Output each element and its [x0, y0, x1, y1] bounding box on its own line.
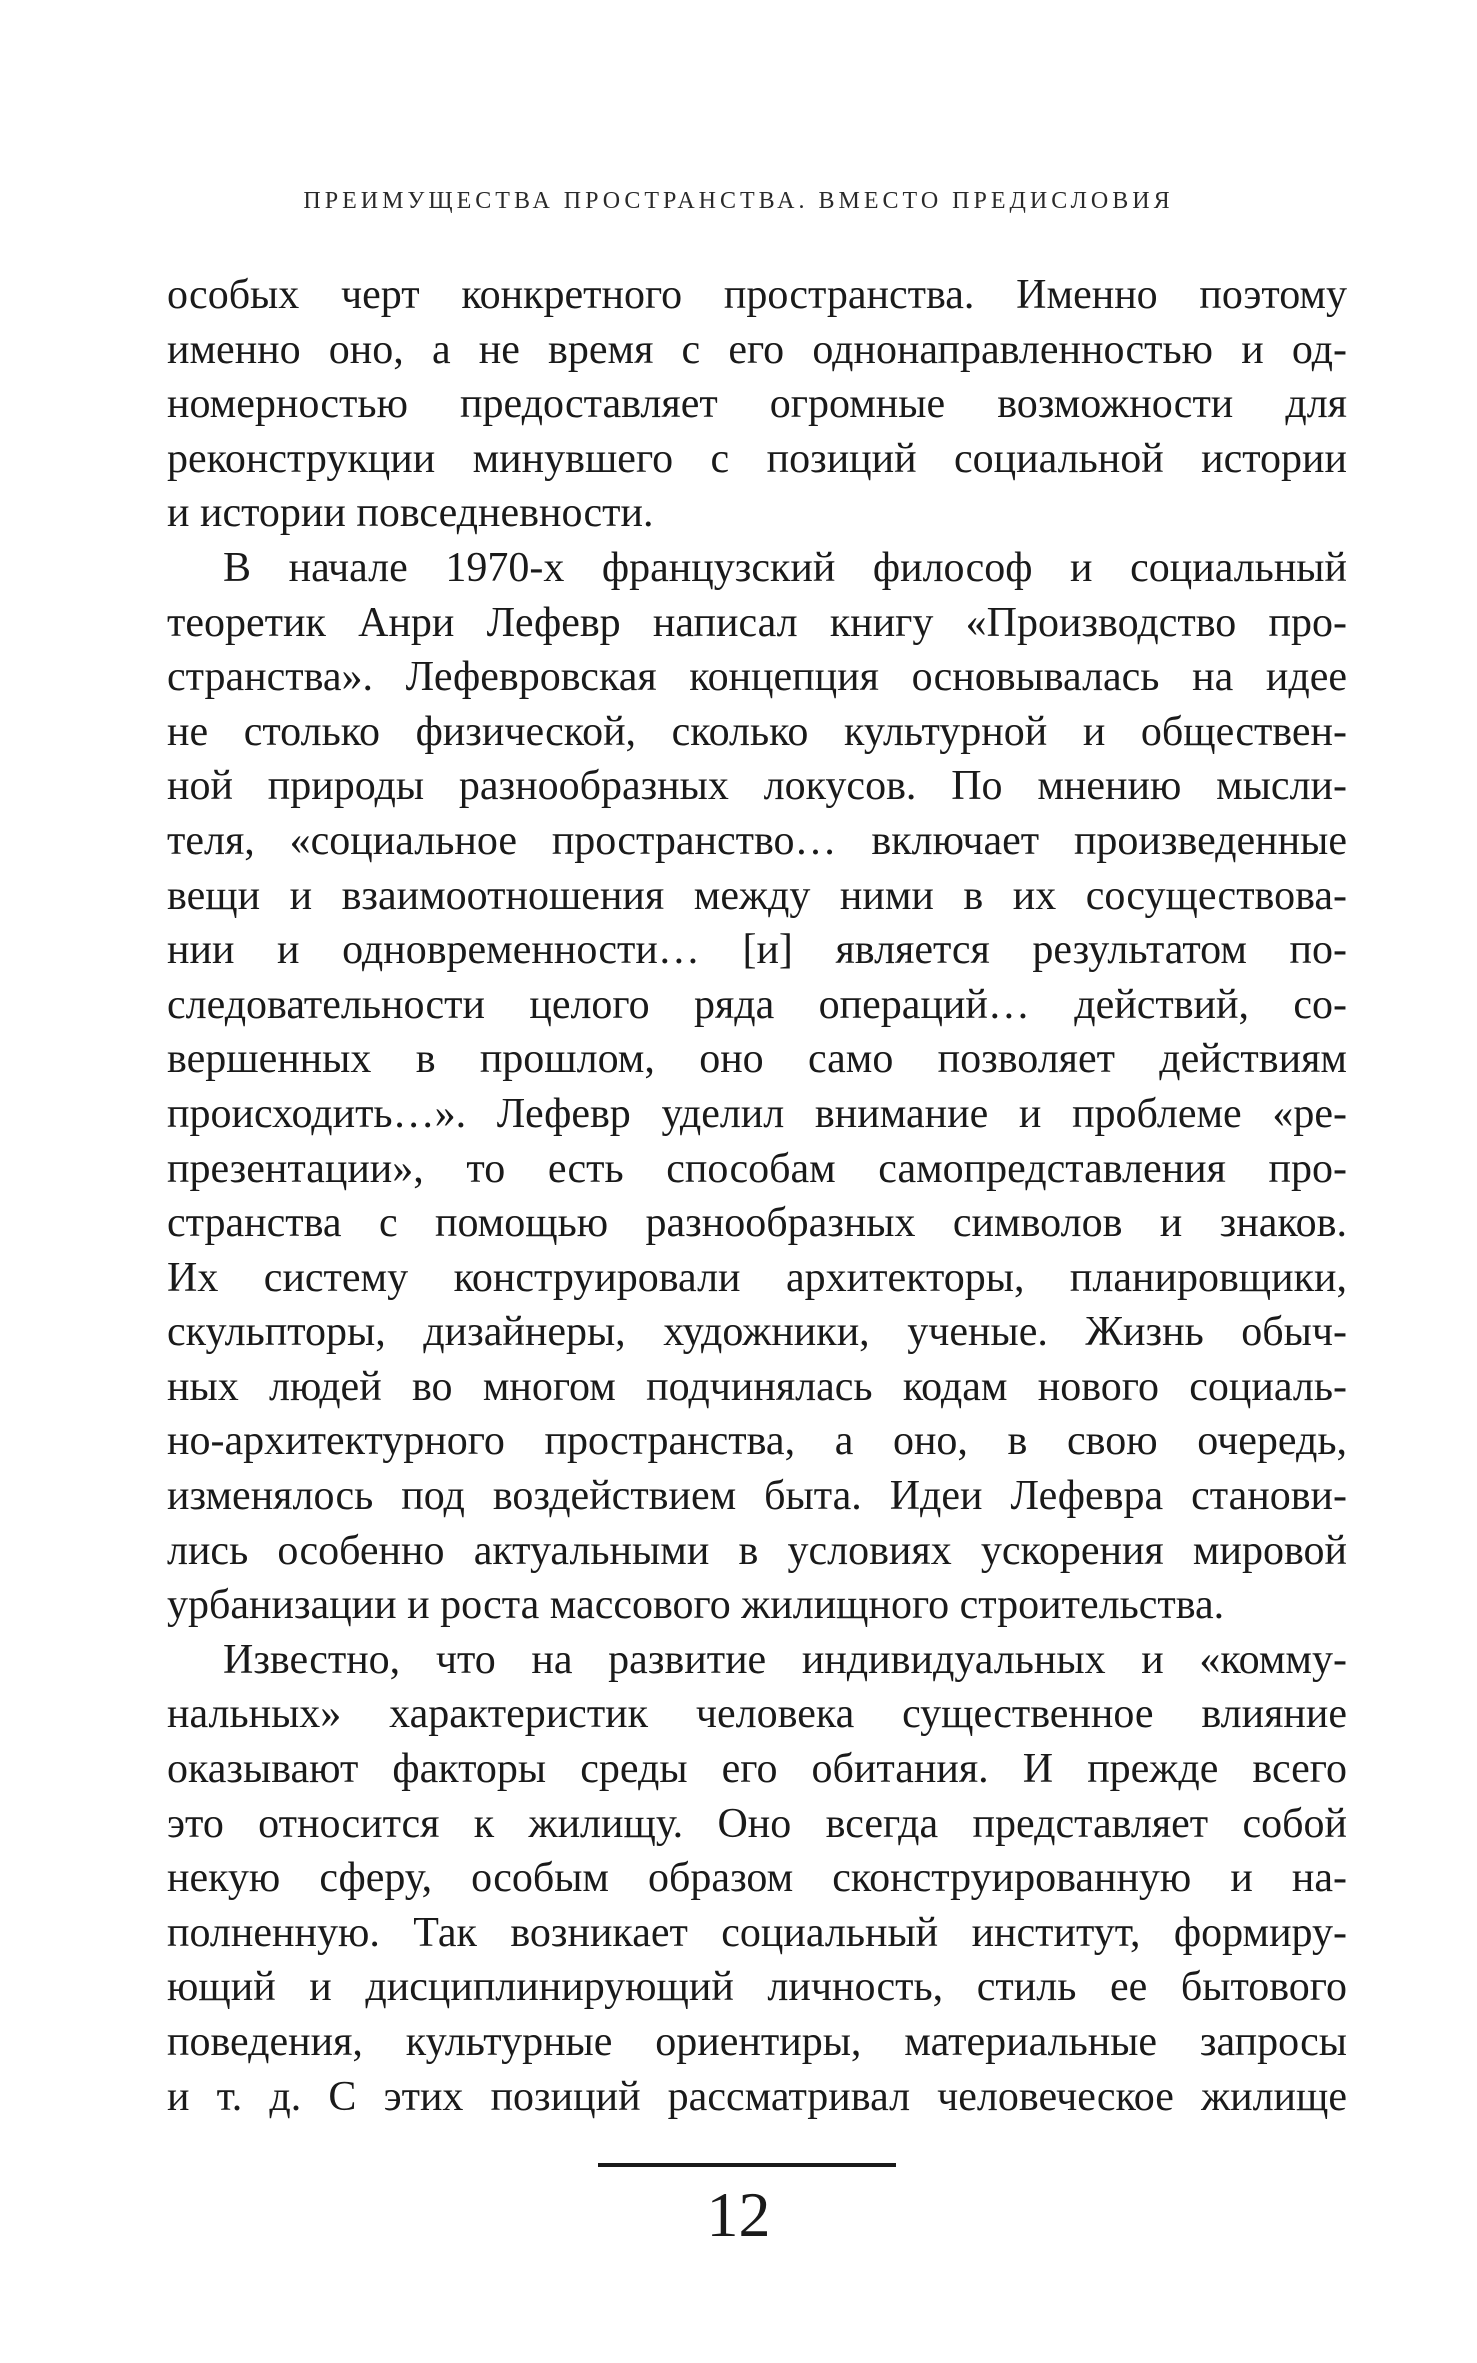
paragraph-1 — [167, 268, 1347, 541]
text-line: нальных» характеристик человека существенное влияние — [167, 1691, 1347, 1738]
text-line: поведения, культурные ориентиры, материальные запросы — [167, 2019, 1347, 2065]
text-line: происходить…». Лефевр уделил внимание и проблеме «ре- — [167, 1090, 1347, 1137]
text-line: ющий и дисциплинирующий личность, стиль ее бытового — [167, 1964, 1347, 2011]
text-line: не столько физической, сколько культурной и обществен- — [167, 708, 1347, 755]
text-line: именно оно, а не время с его однонаправленностью и од- — [167, 326, 1347, 373]
text-line: урбанизации и роста массового жилищного строительства. — [167, 1582, 1225, 1629]
folio-rule — [598, 2163, 896, 2167]
text-line: оказывают факторы среды его обитания. И прежде всего — [167, 1746, 1347, 1793]
text-line: странства с помощью разнообразных символов и знаков. — [167, 1200, 1347, 1247]
text-line: теоретик Анри Лефевр написал книгу «Производство про- — [167, 599, 1347, 646]
text-line: номерностью предоставляет огромные возможности для — [167, 381, 1347, 428]
paragraph-3 — [167, 1633, 1347, 2124]
running-head: ПРЕИМУЩЕСТВА ПРОСТРАНСТВА. ВМЕСТО ПРЕДИСЛОВИЯ — [303, 188, 1174, 214]
text-line: теля, «социальное пространство… включает произведенные — [167, 817, 1347, 864]
text-line: презентации», то есть способам самопредставления про- — [167, 1145, 1347, 1192]
text-line: ных людей во многом подчинялась кодам нового социаль- — [167, 1363, 1347, 1410]
text-line: это относится к жилищу. Оно всегда представляет собой — [167, 1800, 1347, 1847]
text-line: Известно, что на развитие индивидуальных и «комму- — [223, 1636, 1347, 1683]
text-line: некую сферу, особым образом сконструированную и на- — [167, 1855, 1347, 1902]
text-line: ной природы разнообразных локусов. По мнению мысли- — [167, 763, 1347, 810]
text-line: и т. д. С этих позиций рассматривал человеческое жилище — [167, 2073, 1347, 2120]
page-number: 12 — [706, 2179, 771, 2250]
text-line: реконструкции минувшего с позиций социальной истории — [167, 435, 1347, 482]
text-line: скульпторы, дизайнеры, художники, ученые. Жизнь обыч- — [167, 1309, 1347, 1356]
text-line: но-архитектурного пространства, а оно, в свою очередь, — [167, 1418, 1347, 1465]
text-line: особых черт конкретного пространства. Именно поэтому — [167, 272, 1347, 318]
text-line: странства». Лефевровская концепция основывалась на идее — [167, 654, 1347, 701]
text-line: Их систему конструировали архитекторы, планировщики, — [167, 1254, 1347, 1301]
text-line: вещи и взаимоотношения между ними в их сосуществова- — [167, 872, 1347, 919]
text-line: лись особенно актуальными в условиях ускорения мировой — [167, 1527, 1347, 1574]
text-line: и истории повседневности. — [167, 490, 654, 537]
text-line: В начале 1970-х французский философ и социальный — [223, 544, 1347, 591]
text-line: следовательности целого ряда операций… действий, со- — [167, 981, 1347, 1028]
text-line: изменялось под воздействием быта. Идеи Лефевра станови- — [167, 1473, 1347, 1520]
text-line: полненную. Так возникает социальный институт, формиру- — [167, 1909, 1347, 1956]
body-text — [167, 268, 1347, 2124]
text-line: вершенных в прошлом, оно само позволяет действиям — [167, 1036, 1347, 1083]
text-line: нии и одновременности… [и] является результатом по- — [167, 927, 1347, 974]
paragraph-2 — [167, 541, 1347, 1633]
